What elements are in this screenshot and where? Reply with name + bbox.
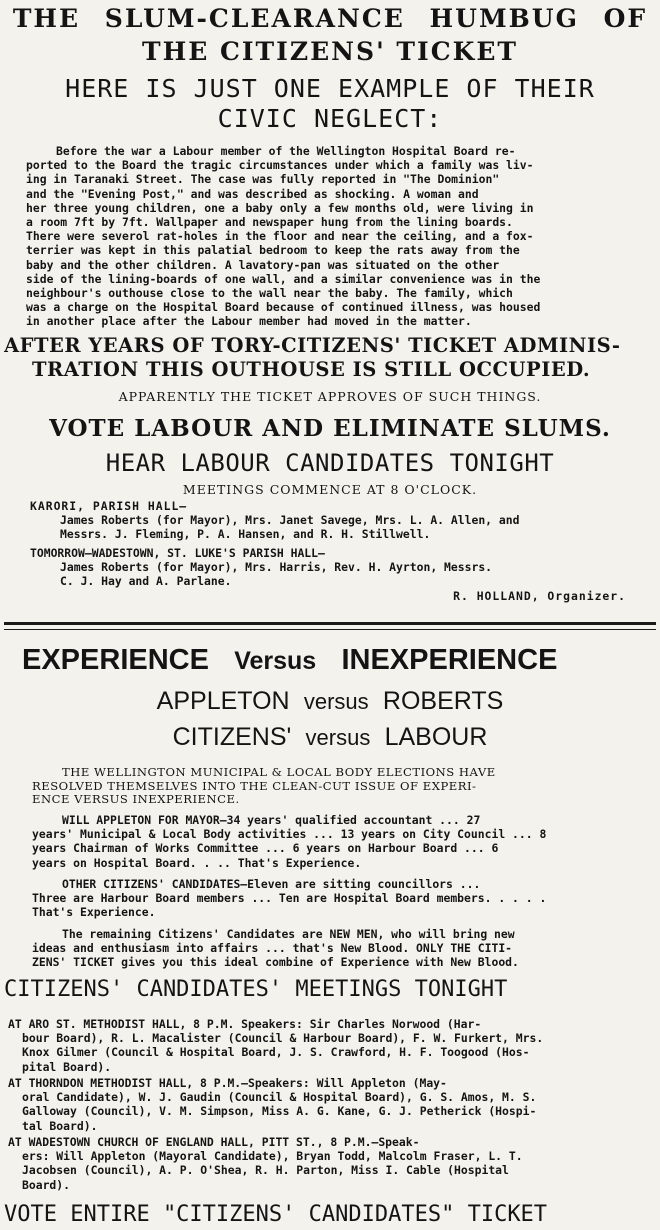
will-line: years Chairman of Works Committee ... 6 years on Harbour Board ... 6 bbox=[32, 841, 499, 856]
headline-line-1: THE SLUM-CLEARANCE HUMBUG OF bbox=[12, 4, 648, 33]
aro-line: bour Board), R. L. Macalister (Council & Harbour Board), F. W. Furkert, Mrs. bbox=[22, 1031, 544, 1046]
intro-line: ENCE VERSUS INEXPERIENCE. bbox=[32, 793, 240, 806]
appleton-word: APPLETON bbox=[156, 687, 290, 715]
ad2-meetings-head: CITIZENS' CANDIDATES' MEETINGS TONIGHT bbox=[4, 977, 508, 1002]
labour-word: LABOUR bbox=[384, 723, 488, 751]
ad1-subhead bbox=[0, 74, 660, 134]
story-line: her three young children, one a baby only a few months old, were living in bbox=[26, 200, 534, 215]
roberts-word: ROBERTS bbox=[382, 687, 504, 715]
ad2-thorndon bbox=[8, 1076, 648, 1133]
ad1-hear: HEAR LABOUR CANDIDATES TONIGHT bbox=[105, 449, 555, 477]
ad1-story bbox=[26, 144, 632, 329]
ad2-footer: VOTE ENTIRE "CITIZENS' CANDIDATES" TICKET bbox=[4, 1202, 548, 1227]
ad1-vote: VOTE LABOUR AND ELIMINATE SLUMS. bbox=[49, 415, 611, 442]
will-line: WILL APPLETON FOR MAYOR—34 years' qualified accountant ... 27 bbox=[62, 813, 481, 827]
ad1-after bbox=[4, 334, 660, 382]
story-line: neighbour's outhouse close to the wall near the baby. The family, which bbox=[26, 286, 513, 301]
story-line: in another place after the Labour member had moved in the matter. bbox=[26, 314, 472, 329]
ad1-tomorrow bbox=[30, 546, 640, 589]
headline-line-2: THE CITIZENS' TICKET bbox=[141, 37, 519, 66]
intro-line: THE WELLINGTON MUNICIPAL & LOCAL BODY ELECTIONS HAVE bbox=[62, 766, 496, 779]
thorndon-line: tal Board). bbox=[22, 1118, 98, 1133]
tomorrow-line: James Roberts (for Mayor), Mrs. Harris, Rev. H. Ayrton, Messrs. bbox=[60, 560, 493, 575]
versus-word: Versus bbox=[234, 647, 317, 675]
after-line-1: AFTER YEARS OF TORY-CITIZENS' TICKET ADMINIS- bbox=[4, 334, 621, 357]
tomorrow-heading: TOMORROW—WADESTOWN, ST. LUKE'S PARISH HALL— bbox=[30, 546, 325, 560]
story-line: terrier was kept in this palatial bedroom to keep the rats away from the bbox=[26, 243, 520, 258]
ad2-appleton bbox=[0, 685, 660, 718]
story-line: There were severol rat-holes in the floor and near the ceiling, and a fox- bbox=[26, 229, 534, 244]
story-line: ing in Taranaki Street. The case was fully reported in "The Dominion" bbox=[26, 172, 500, 187]
thorndon-line: Galloway (Council), V. M. Simpson, Miss A. G. Kane, G. J. Petherick (Hospi- bbox=[22, 1104, 537, 1119]
inexperience-word: INEXPERIENCE bbox=[341, 644, 558, 676]
tomorrow-line: C. J. Hay and A. Parlane. bbox=[60, 574, 232, 589]
aro-heading: AT ARO ST. METHODIST HALL, 8 P.M. Speakers: Sir Charles Norwood (Har- bbox=[8, 1017, 482, 1031]
after-line-2: TRATION THIS OUTHOUSE IS STILL OCCUPIED. bbox=[32, 358, 591, 381]
ad2-experience bbox=[22, 641, 652, 680]
story-line: ported to the Board the tragic circumstances under which a family was liv- bbox=[26, 158, 534, 173]
karori-heading: KARORI, PARISH HALL— bbox=[30, 499, 188, 513]
wadestown-heading: AT WADESTOWN CHURCH OF ENGLAND HALL, PITT ST., 8 P.M.—Speak- bbox=[8, 1135, 420, 1149]
ad2-remaining bbox=[32, 927, 644, 970]
karori-line: James Roberts (for Mayor), Mrs. Janet Savege, Mrs. L. A. Allen, and bbox=[60, 513, 520, 528]
remaining-line: ZENS' TICKET gives you this ideal combine of Experience with New Blood. bbox=[32, 955, 519, 970]
other-line: Three are Harbour Board members ... Ten are Hospital Board members. . . . . bbox=[32, 891, 547, 906]
story-line: a room 7ft by 7ft. Wallpaper and newspaper hung from the lining boards. bbox=[26, 215, 513, 230]
aro-line: Knox Gilmer (Council & Hospital Board, J. S. Crawford, H. F. Toogood (Hos- bbox=[22, 1045, 530, 1060]
ad2-intro bbox=[32, 766, 632, 807]
subhead-line-1: HERE IS JUST ONE EXAMPLE OF THEIR bbox=[65, 74, 595, 103]
story-line: and the "Evening Post," and was described as shocking. A woman and bbox=[26, 186, 479, 201]
story-line: baby and the other children. A lavatory-pan was situated on the other bbox=[26, 257, 500, 272]
will-line: years on Hospital Board. . .. That's Experience. bbox=[32, 855, 362, 870]
subhead-line-2: CIVIC NEGLECT: bbox=[217, 104, 443, 133]
versus-word: versus bbox=[305, 725, 371, 750]
ad1-approves: APPARENTLY THE TICKET APPROVES OF SUCH THINGS. bbox=[118, 389, 542, 404]
ad1-karori bbox=[30, 499, 640, 542]
versus-word: versus bbox=[303, 689, 369, 714]
wadestown-line: Jacobsen (Council), A. P. O'Shea, R. H. Parton, Miss I. Cable (Hospital bbox=[22, 1163, 509, 1178]
other-line: OTHER CITIZENS' CANDIDATES—Eleven are sitting councillors ... bbox=[62, 877, 481, 891]
ad2-wadestown bbox=[8, 1135, 648, 1192]
ad2-citizens bbox=[0, 721, 660, 754]
story-line: side of the lining-boards of one wall, and a similar convenience was in the bbox=[26, 271, 541, 286]
wadestown-line: Board). bbox=[22, 1177, 71, 1192]
ad2-other bbox=[32, 877, 632, 920]
ad2-aro bbox=[8, 1017, 648, 1074]
karori-line: Messrs. J. Fleming, P. A. Hansen, and R. H. Stillwell. bbox=[60, 527, 431, 542]
ad1-organizer: R. HOLLAND, Organizer. bbox=[453, 589, 626, 603]
ad1-headline bbox=[0, 2, 660, 68]
story-line: was a charge on the Hospital Board because of continued illness, was housed bbox=[26, 300, 541, 315]
citizens-word: CITIZENS' bbox=[172, 723, 292, 751]
divider-rule-thin bbox=[4, 629, 656, 630]
thorndon-line: oral Candidate), W. J. Gaudin (Council & Hospital Board), G. S. Amos, M. S. bbox=[22, 1090, 537, 1105]
experience-word: EXPERIENCE bbox=[22, 644, 209, 676]
divider-rule bbox=[4, 622, 656, 625]
ad1-commence: MEETINGS COMMENCE AT 8 O'CLOCK. bbox=[182, 482, 478, 497]
ad2-will bbox=[32, 813, 632, 870]
wadestown-line: ers: Will Appleton (Mayoral Candidate), Bryan Todd, Malcolm Fraser, L. T. bbox=[22, 1149, 523, 1164]
remaining-line: ideas and enthusiasm into affairs ... that's New Blood. ONLY THE CITI- bbox=[32, 941, 513, 956]
other-line: That's Experience. bbox=[32, 905, 156, 920]
story-line: Before the war a Labour member of the Wellington Hospital Board re- bbox=[56, 144, 516, 158]
thorndon-heading: AT THORNDON METHODIST HALL, 8 P.M.—Speakers: Will Appleton (May- bbox=[8, 1076, 447, 1090]
aro-line: pital Board). bbox=[22, 1059, 112, 1074]
remaining-line: The remaining Citizens' Candidates are NEW MEN, who will bring new bbox=[62, 927, 515, 941]
will-line: years' Municipal & Local Body activities ... 13 years on City Council ... 8 bbox=[32, 827, 547, 842]
intro-line: RESOLVED THEMSELVES INTO THE CLEAN-CUT ISSUE OF EXPERI- bbox=[32, 779, 477, 793]
